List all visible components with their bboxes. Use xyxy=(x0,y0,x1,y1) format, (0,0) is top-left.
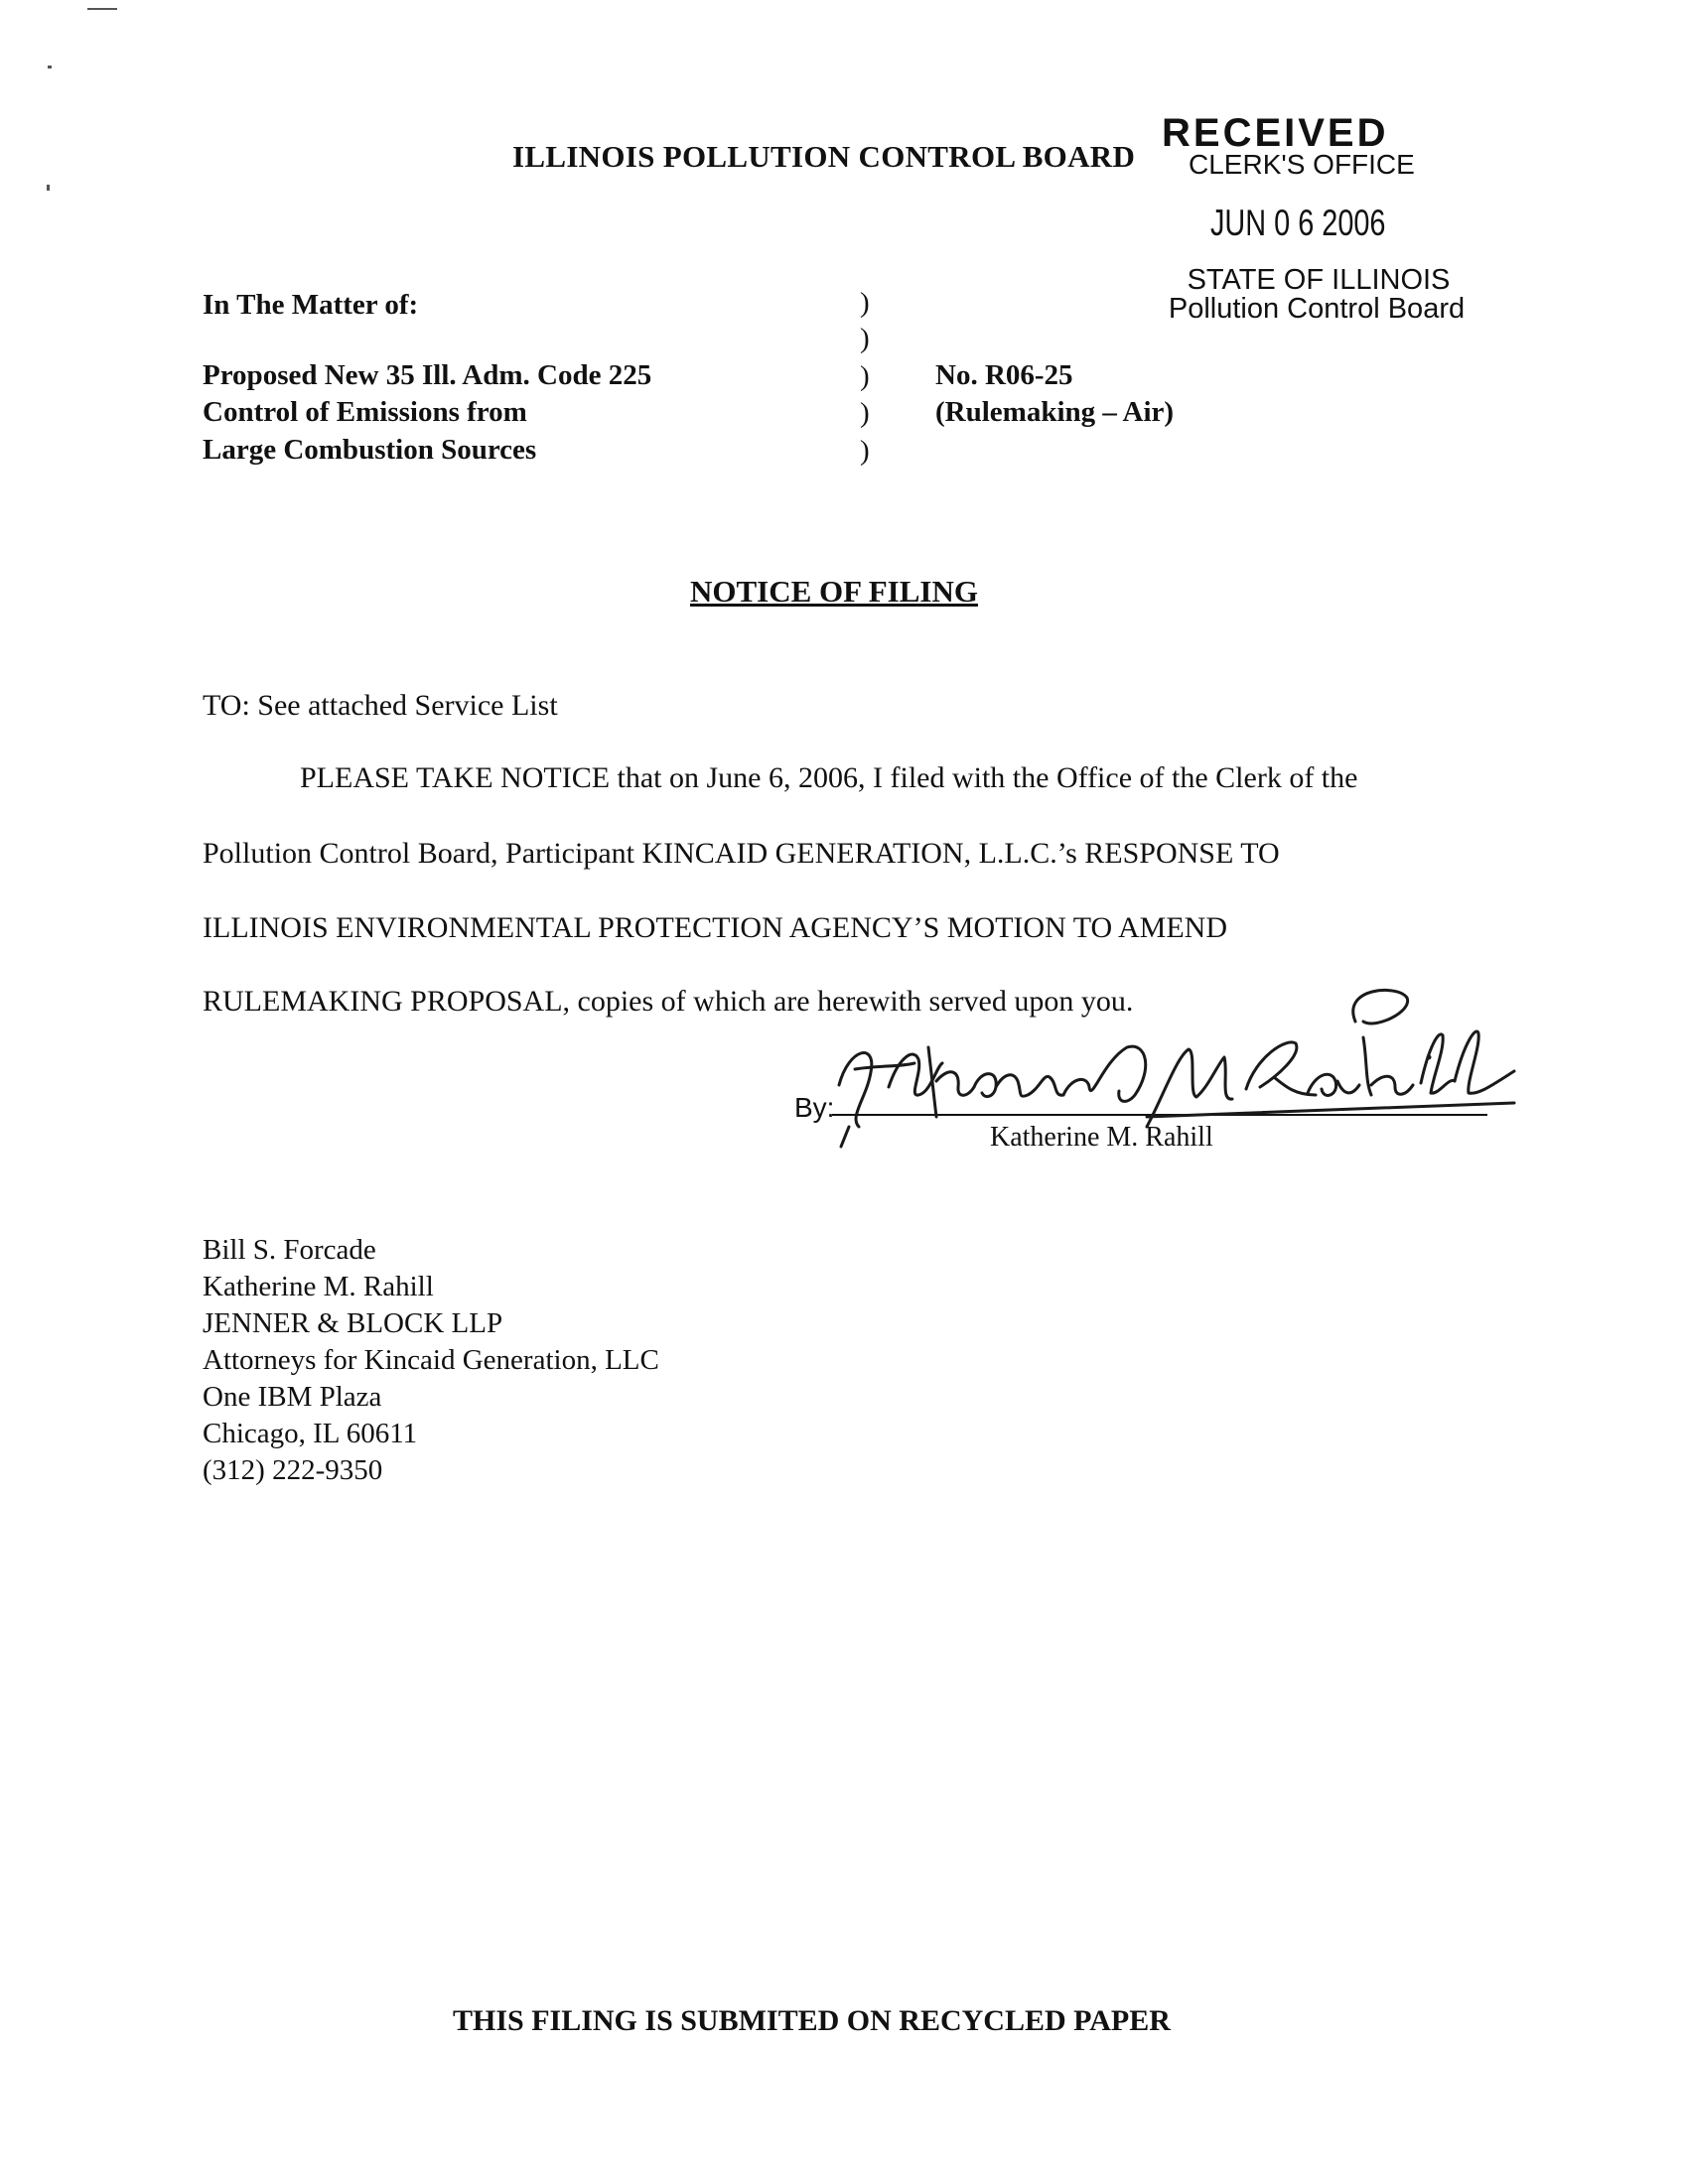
address-line: Attorneys for Kincaid Generation, LLC xyxy=(203,1344,659,1376)
notice-heading: NOTICE OF FILING xyxy=(690,574,978,609)
caption-paren: ) xyxy=(860,435,870,467)
notice-body-line: Pollution Control Board, Participant KINCAID GENERATION, L.L.C.’s RESPONSE TO xyxy=(203,837,1280,870)
notice-body-line: PLEASE TAKE NOTICE that on June 6, 2006, I filed with the Office of the Clerk of the xyxy=(300,761,1358,794)
notice-body-line: RULEMAKING PROPOSAL, copies of which are herewith served upon you. xyxy=(203,985,1134,1018)
by-label: By: xyxy=(794,1092,835,1123)
address-line: JENNER & BLOCK LLP xyxy=(203,1307,503,1339)
board-title: ILLINOIS POLLUTION CONTROL BOARD xyxy=(512,139,1136,174)
scan-mark xyxy=(47,185,50,191)
docket-number: No. R06-25 xyxy=(935,359,1073,391)
docket-type: (Rulemaking – Air) xyxy=(935,396,1175,428)
address-line: Katherine M. Rahill xyxy=(203,1271,434,1302)
notice-body-line: ILLINOIS ENVIRONMENTAL PROTECTION AGENCY’S MOTION TO AMEND xyxy=(203,911,1227,944)
address-line: One IBM Plaza xyxy=(203,1381,382,1413)
stamp-state: STATE OF ILLINOIS xyxy=(1187,264,1451,296)
stamp-date: JUN 0 6 2006 xyxy=(1210,203,1386,243)
caption-line: Large Combustion Sources xyxy=(203,434,537,466)
to-line: TO: See attached Service List xyxy=(203,689,558,722)
recycled-paper-notice: THIS FILING IS SUBMITED ON RECYCLED PAPER xyxy=(453,2004,1171,2037)
clerks-office-label: CLERK'S OFFICE xyxy=(1189,149,1415,180)
received-stamp: RECEIVED xyxy=(1162,111,1389,155)
scan-mark xyxy=(48,66,52,68)
caption-line: Control of Emissions from xyxy=(203,396,527,428)
address-line: Chicago, IL 60611 xyxy=(203,1418,418,1449)
scan-mark xyxy=(87,8,117,10)
caption-line: Proposed New 35 Ill. Adm. Code 225 xyxy=(203,359,652,391)
matter-label: In The Matter of: xyxy=(203,289,419,321)
address-line: Bill S. Forcade xyxy=(203,1234,376,1266)
caption-paren: ) xyxy=(860,397,870,429)
caption-paren: ) xyxy=(860,323,870,354)
address-line: (312) 222-9350 xyxy=(203,1454,383,1486)
caption-paren: ) xyxy=(860,287,870,319)
stamp-board: Pollution Control Board xyxy=(1168,293,1466,325)
caption-paren: ) xyxy=(860,360,870,392)
signer-printed-name: Katherine M. Rahill xyxy=(990,1122,1213,1153)
